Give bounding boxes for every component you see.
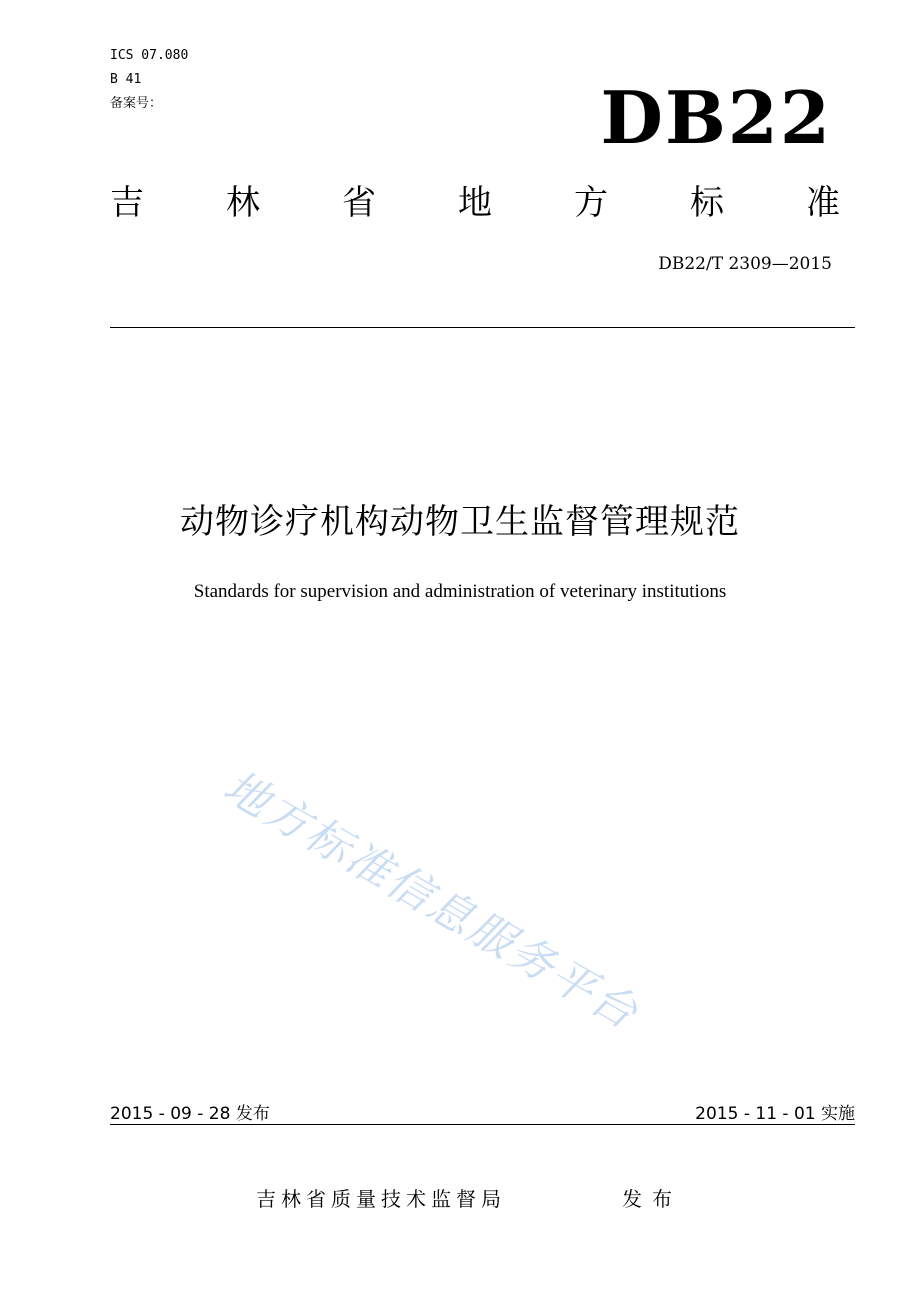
record-number-label: 备案号： [110, 96, 163, 111]
standard-type-char: 地 [458, 183, 492, 223]
ics-code: ICS 07.080 [110, 48, 189, 63]
standard-number: DB22/T 2309—2015 [658, 254, 832, 274]
classification-code: B 41 [110, 72, 142, 87]
standard-type-char: 吉 [110, 183, 144, 223]
publisher-name: 吉林省质量技术监督局 [256, 1187, 506, 1211]
footer-divider [110, 1124, 855, 1125]
document-title-english: Standards for supervision and administration of veterinary institutions [193, 581, 727, 602]
standard-type-char: 标 [690, 183, 724, 223]
issue-date: 2015 - 09 - 28 发布 [110, 1104, 270, 1124]
standard-type-char: 方 [574, 183, 608, 223]
standard-type-char: 准 [806, 183, 840, 223]
document-title: 动物诊疗机构动物卫生监督管理规范 [180, 502, 740, 542]
publish-action: 发布 [622, 1187, 682, 1211]
standard-type-char: 林 [226, 183, 260, 223]
implementation-date: 2015 - 11 - 01 实施 [695, 1104, 855, 1124]
watermark-text: 地方标准信息服务平台 [215, 761, 648, 1041]
standard-logo: DB22 [600, 75, 832, 160]
standard-type-char: 省 [342, 183, 376, 223]
